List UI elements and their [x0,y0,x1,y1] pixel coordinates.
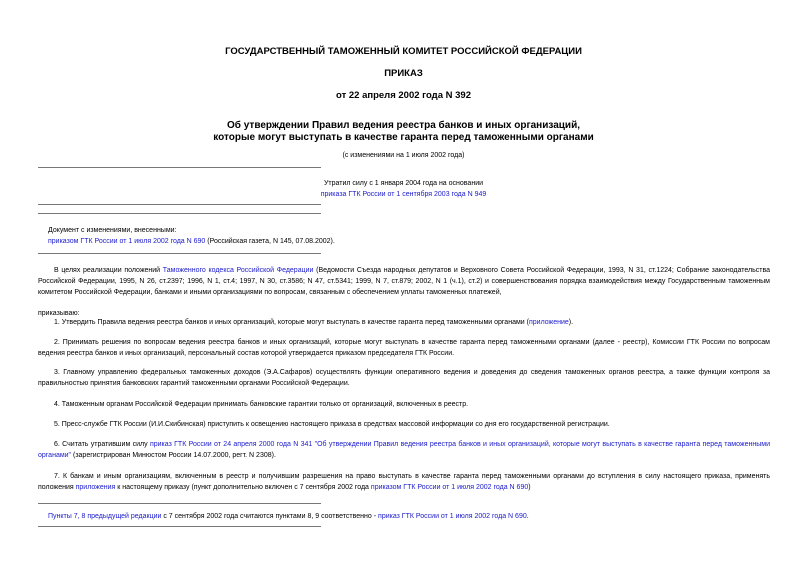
previous-edition-link[interactable]: Пункты 7, 8 предыдущей редакции [48,513,162,520]
item-6-end: (зарегистрирован Минюстом России 14.07.2000, регт. N 2308). [71,452,276,459]
footnote-order-link[interactable]: приказ ГТК России от 1 июля 2002 года N 690 [378,513,527,520]
amendments-label: Документ с изменениями, внесенными: [48,227,177,234]
amendments-source: (Российская газета, N 145, 07.08.2002). [205,238,335,245]
item-4: 4. Таможенным органам Российской Федерации принимать банковские гарантии только от организаций, включенных в реестр. [54,401,469,408]
lost-force-text: Утратил силу с 1 января 2004 года на основании [323,180,484,187]
footnote-end: . [526,513,529,520]
doc-date-number: от 22 апреля 2002 года N 392 [336,90,471,101]
appendix-link-2[interactable]: приложения [75,484,116,491]
preamble-paragraph [38,265,770,298]
item-3: 3. Главному управлению федеральных таможенных доходов (Э.А.Сафаров) осуществлять функции оперативного ведения и доведения до сведения таможенных органов реестра, а также функции контроля за правильностью принятия банковских гарантий таможенными органами Российской Федерации. [38,369,770,387]
doc-title-line2: которые могут выступать в качестве гаранта перед таможенными органами [213,132,594,143]
amended-note: (с изменениями на 1 июля 2002 года) [342,152,465,159]
item-7-text: 7. К банкам и иным организациям, включенным в реестр и получившим разрешения на право выступать в качестве гаранта перед таможенными органами до вступления в силу настоящего приказа, применять положения [38,473,770,491]
order-690-link[interactable]: приказом ГТК России от 1 июля 2002 года N 690 [370,484,529,491]
doc-type: ПРИКАЗ [384,68,423,79]
item-7 [38,471,770,493]
footnote-text: с 7 сентября 2002 года считаются пунктами 8, 9 соответственно - [161,513,379,520]
divider [38,167,321,168]
repealed-order-link[interactable]: приказ ГТК России от 24 апреля 2000 года N 341 "Об утверждении Правил ведения реестра банков и иных организаций, которые могут выступать в качестве гаранта перед таможенными органами" [38,441,770,459]
item-1-text: 1. Утвердить Правила ведения реестра банков и иных организаций, которые могут выступать в качестве гаранта перед таможенными органами ( [54,319,529,326]
item-7-mid: к настоящему приказу (пункт дополнительно включен с 7 сентября 2002 года [115,484,371,491]
item-6 [38,439,770,461]
customs-code-link[interactable]: Таможенного кодекса Российской Федерации [162,267,314,274]
divider [38,503,321,504]
item-7-end: ) [528,484,531,491]
org-name: ГОСУДАРСТВЕННЫЙ ТАМОЖЕННЫЙ КОМИТЕТ РОССИЙСКОЙ ФЕДЕРАЦИИ [225,46,582,57]
item-5: 5. Пресс-службе ГТК России (И.И.Скибинская) приступить к освещению настоящего приказа в средствах массовой информации со дня его государственной регистрации. [54,421,610,428]
divider [38,253,321,254]
divider [38,526,321,527]
item-6-text: 6. Считать утратившим силу [54,441,150,448]
divider [38,204,321,205]
appendix-link[interactable]: приложение [528,319,569,326]
preamble-text-start: В целях реализации положений [54,267,163,274]
preamble-text-end: (Ведомости Съезда народных депутатов и Верховного Совета Российской Федерации, 1993, N 31, ст.1224; Собрание законодательства Российской Федерации, 1995, N 26, ст.2397; 1996, N 1, ст.4; 1997, N 30, ст.3586; N 47, ст.5341; 1999, N 7, ст.879; 2002, N 1 (ч.1), ст.2) и совершенствования порядка взаимодействия между Государственным таможенным комитетом Российской Федерации, банками и иными организациями по вопросам, связанным с обеспечением уплаты таможенных платежей, [38,267,771,296]
doc-title-line1: Об утверждении Правил ведения реестра банков и иных организаций, [227,120,580,131]
lost-force-link[interactable]: приказа ГТК России от 1 сентября 2003 года N 949 [320,191,487,198]
footnote [48,511,529,522]
amendments-line [48,238,335,245]
item-1-end: ). [568,319,574,326]
item-2: 2. Принимать решения по вопросам ведения реестра банков и иных организаций, которые могут выступать в качестве гаранта перед таможенными органами (далее - реестр), Комиссии ГТК России по вопросам ведения реестра банков и иных организаций, персональный состав которой утверждается приказом председателя ГТК России. [38,339,770,357]
item-1 [38,317,770,328]
order-word: приказываю: [38,310,80,317]
amendments-link[interactable]: приказом ГТК России от 1 июля 2002 года N 690 [48,238,206,245]
divider [38,213,321,214]
